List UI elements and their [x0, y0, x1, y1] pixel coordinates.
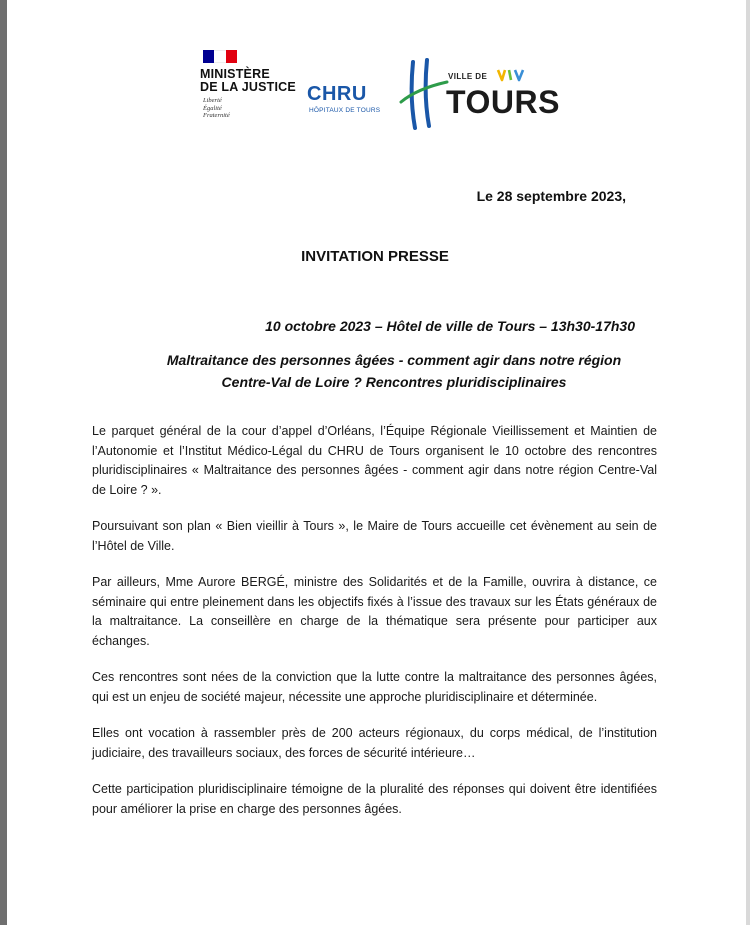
- event-details: 10 octobre 2023 – Hôtel de ville de Tours – 13h30-17h30: [265, 318, 635, 334]
- document-title: INVITATION PRESSE: [301, 248, 449, 265]
- body-paragraph: Le parquet général de la cour d’appel d’Orléans, l’Équipe Régionale Vieillissement et Maintien de l’Autonomie et l’Institut Médico-Légal du CHRU de Tours organisent le 10 octobre des rencontres pluridisciplinaires « Maltraitance des personnes âgées - comment agir dans notre région Centre-Val de Loire ? ».: [92, 424, 657, 497]
- scan-edge-left: [0, 0, 7, 925]
- scan-edge-right: [746, 0, 750, 925]
- body-paragraph: Elles ont vocation à rassembler près de 200 acteurs régionaux, du corps médical, de l’institution judiciaire, des travailleurs sociaux, des forces de sécurité intérieure…: [92, 726, 657, 760]
- tours-name: TOURS: [446, 84, 560, 120]
- body-paragraph: Par ailleurs, Mme Aurore BERGÉ, ministre des Solidarités et de la Famille, ouvrira à distance, ce séminaire qui entre pleinement dans les objectifs fixés à l’issue des travaux sur les États généraux de la maltraitance. La conseillère en charge de la thématique sera présente pour participer aux échanges.: [92, 575, 657, 648]
- body-paragraph: Poursuivant son plan « Bien vieillir à Tours », le Maire de Tours accueille cet évènement au sein de l’Hôtel de Ville.: [92, 519, 657, 553]
- tours-prefix: VILLE DE: [448, 72, 488, 81]
- chru-name: CHRU: [307, 83, 367, 105]
- chru-h-mark-icon: [399, 58, 449, 130]
- ministere-motto: Liberté Égalité Fraternité: [203, 97, 230, 119]
- body-paragraph: Cette participation pluridisciplinaire témoigne de la pluralité des réponses qui doivent être identifiées pour améliorer la prise en charge des personnes âgées.: [92, 782, 657, 816]
- chru-tours-logo: [307, 80, 447, 140]
- document-body: [92, 422, 657, 836]
- french-flag-icon: [203, 50, 237, 63]
- body-paragraph: Ces rencontres sont nées de la conviction que la lutte contre la maltraitance des personnes âgées, qui est un enjeu de société majeur, nécessite une approche pluridisciplinaire et déterminée.: [92, 670, 657, 704]
- document-date: Le 28 septembre 2023,: [476, 188, 626, 204]
- event-subtitle: Maltraitance des personnes âgées - comment agir dans notre région Centre-Val de Loire ? Rencontres pluridisciplinaires: [166, 352, 622, 390]
- ministere-name: MINISTÈRE DE LA JUSTICE: [200, 67, 296, 94]
- ministere-justice-logo: [200, 50, 310, 120]
- tours-brand-mark-icon: [496, 68, 528, 82]
- chru-subtitle: HÔPITAUX DE TOURS: [309, 107, 381, 114]
- header-logos: [200, 50, 600, 140]
- ville-de-tours-logo: [446, 66, 576, 126]
